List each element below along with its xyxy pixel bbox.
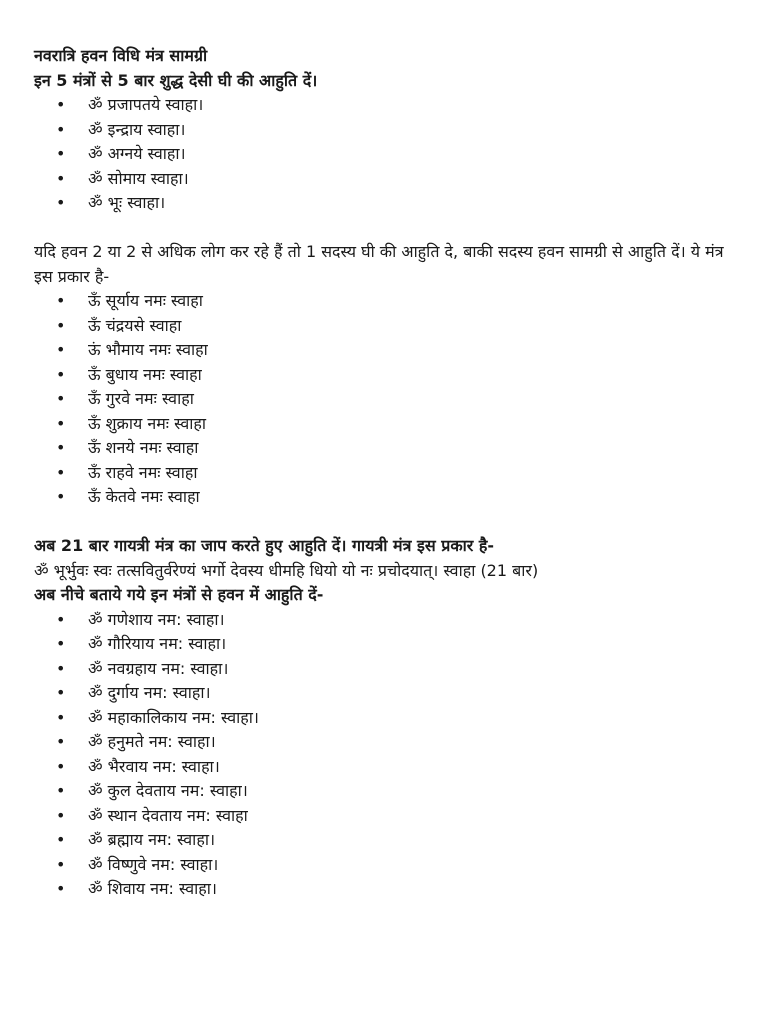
- bullet: •: [56, 854, 66, 874]
- list-item: [34, 412, 734, 437]
- mantra-text: ॐ विष्णुवे नम: स्वाहा।: [88, 854, 219, 874]
- mantra-text: ॐ प्रजापतये स्वाहा।: [88, 95, 204, 114]
- list-item: [34, 93, 734, 118]
- spacer: [34, 510, 734, 535]
- list-item: [34, 387, 734, 412]
- bullet: •: [56, 609, 66, 629]
- list-item: [34, 730, 734, 755]
- bullet: •: [56, 830, 66, 849]
- bullet: •: [56, 879, 66, 898]
- list-item: [34, 853, 734, 878]
- mantra-text: ॐ भूः स्वाहा।: [88, 193, 166, 212]
- list-item: [34, 632, 734, 657]
- list-item: [34, 608, 734, 633]
- bullet: •: [56, 658, 66, 678]
- list-item: [34, 681, 734, 706]
- mantra-text: ॐ भैरवाय नम: स्वाहा।: [88, 756, 220, 776]
- bullet: •: [56, 413, 66, 433]
- bullet: •: [56, 781, 66, 800]
- bullet: •: [56, 756, 66, 776]
- mantra-text: ॐ ब्रह्माय नम: स्वाहा।: [88, 830, 216, 849]
- bullet: •: [56, 438, 66, 457]
- bullet: •: [56, 168, 66, 188]
- bullet: •: [56, 315, 66, 335]
- bullet: •: [56, 634, 66, 653]
- bullet: •: [56, 119, 66, 139]
- mantra-text: ॐ दुर्गाय नम: स्वाहा।: [88, 683, 211, 702]
- mantra-text: ॐ स्थान देवताय नम: स्वाहा: [88, 805, 248, 825]
- list-item: [34, 289, 734, 314]
- list-item: [34, 314, 734, 339]
- list-item: [34, 363, 734, 388]
- bullet: •: [56, 340, 66, 359]
- bullet: •: [56, 462, 66, 482]
- spacer: [34, 216, 734, 241]
- final-instruction: अब नीचे बताये गये इन मंत्रों से हवन में आहुति दें-: [34, 585, 324, 604]
- list-item: [34, 877, 734, 902]
- gayatri-mantra: ॐ भूर्भुवः स्वः तत्सवितुर्वरेण्यं भर्गो देवस्य धीमहि धियो यो नः प्रचोदयात्। स्वाहा (21 बार): [34, 560, 539, 580]
- bullet: •: [56, 732, 66, 751]
- mantra-text: ॐ गौरियाय नम: स्वाहा।: [88, 634, 227, 653]
- list-item: [34, 118, 734, 143]
- mantra-text: ॐ इन्द्राय स्वाहा।: [88, 119, 186, 139]
- mantra-text: ऊँ शनये नमः स्वाहा: [88, 438, 199, 457]
- mantra-text: ऊँ शुक्राय नमः स्वाहा: [88, 413, 206, 433]
- bullet: •: [56, 364, 66, 384]
- list-item: [34, 338, 734, 363]
- list-item: [34, 142, 734, 167]
- list-item: [34, 828, 734, 853]
- bullet: •: [56, 805, 66, 825]
- list-item: [34, 779, 734, 804]
- list-item: [34, 657, 734, 682]
- bullet: •: [56, 389, 66, 408]
- bullet: •: [56, 95, 66, 114]
- bullet: •: [56, 291, 66, 310]
- mantra-text: ॐ नवग्रहाय नम: स्वाहा।: [88, 658, 229, 678]
- mantra-text: ॐ अग्नये स्वाहा।: [88, 144, 186, 163]
- mantra-text: ॐ सोमाय स्वाहा।: [88, 168, 189, 188]
- mantra-text: ऊँ चंद्रयसे स्वाहा: [88, 315, 182, 335]
- ghee-instruction: इन 5 मंत्रों से 5 बार शुद्ध देसी घी की आहुति दें।: [34, 70, 318, 90]
- deity-mantra-list: [34, 608, 734, 902]
- document-content: [34, 44, 734, 902]
- mantra-text: ॐ महाकालिकाय नम: स्वाहा।: [88, 707, 260, 727]
- mantra-text: ऊं भौमाय नमः स्वाहा: [88, 340, 208, 359]
- mantra-text: ॐ हनुमते नम: स्वाहा।: [88, 732, 216, 751]
- mantra-text: ऊँ गुरवे नमः स्वाहा: [88, 389, 194, 408]
- list-item: [34, 167, 734, 192]
- mantra-text: ऊँ बुधाय नमः स्वाहा: [88, 364, 202, 384]
- bullet: •: [56, 707, 66, 727]
- bullet: •: [56, 144, 66, 163]
- mantra-text: ऊँ सूर्याय नमः स्वाहा: [88, 291, 203, 310]
- list-item: [34, 436, 734, 461]
- list-item: [34, 461, 734, 486]
- navagraha-mantra-list: [34, 289, 734, 510]
- mantra-text: ऊँ राहवे नमः स्वाहा: [88, 462, 198, 482]
- list-item: [34, 485, 734, 510]
- group-havan-intro: यदि हवन 2 या 2 से अधिक लोग कर रहे हैं तो 1 सदस्य घी की आहुति दे, बाकी सदस्य हवन सामग्री से आहुति दें। ये मंत्र इस प्रकार है-: [34, 242, 724, 286]
- ghee-mantra-list: [34, 93, 734, 216]
- bullet: •: [56, 683, 66, 702]
- list-item: [34, 706, 734, 731]
- list-item: [34, 191, 734, 216]
- mantra-text: ॐ गणेशाय नम: स्वाहा।: [88, 609, 225, 629]
- list-item: [34, 755, 734, 780]
- list-item: [34, 804, 734, 829]
- mantra-text: ऊँ केतवे नमः स्वाहा: [88, 487, 200, 506]
- bullet: •: [56, 487, 66, 506]
- gayatri-heading: अब 21 बार गायत्री मंत्र का जाप करते हुए आहुति दें। गायत्री मंत्र इस प्रकार है-: [34, 536, 495, 555]
- mantra-text: ॐ कुल देवताय नम: स्वाहा।: [88, 781, 248, 800]
- bullet: •: [56, 193, 66, 212]
- mantra-text: ॐ शिवाय नम: स्वाहा।: [88, 879, 218, 898]
- document-title: नवरात्रि हवन विधि मंत्र सामग्री: [34, 46, 208, 65]
